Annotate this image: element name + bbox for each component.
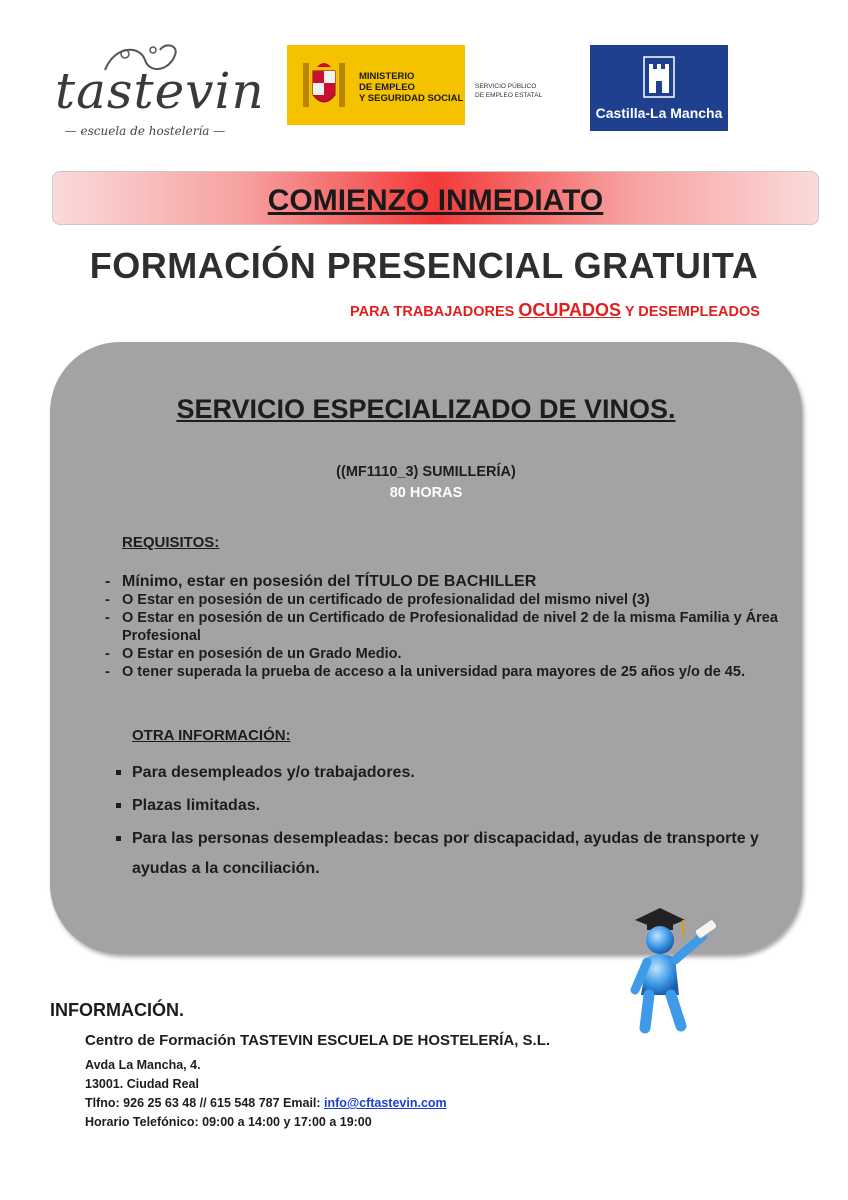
city: 13001. Ciudad Real	[85, 1077, 199, 1091]
address: Avda La Mancha, 4.	[85, 1058, 201, 1072]
list-item: - Mínimo, estar en posesión del TÍTULO DE BACHILLER	[100, 572, 780, 591]
banner-text: COMIENZO INMEDIATO	[267, 184, 604, 217]
list-item: - O Estar en posesión de un Certificado de Profesionalidad de nivel 2 de la misma Familia y Área Profesional	[100, 609, 780, 645]
list-item: - O Estar en posesión de un Grado Medio.	[100, 645, 780, 663]
page-title: FORMACIÓN PRESENCIAL GRATUITA	[89, 245, 759, 286]
start-banner	[52, 171, 819, 225]
sepe-name: SERVICIO PÚBLICO DE EMPLEO ESTATAL	[475, 83, 543, 99]
list-item: Para desempleados y/o trabajadores.	[112, 758, 762, 788]
castilla-la-mancha-name: Castilla-La Mancha	[595, 105, 723, 121]
coat-of-arms-icon	[299, 57, 349, 115]
course-code: ((MF1110_3) SUMILLERÍA)	[336, 464, 516, 480]
organization-name: Centro de Formación TASTEVIN ESCUELA DE HOSTELERÍA, S.L.	[85, 1032, 551, 1049]
tastevin-wordmark: tastevin	[55, 62, 265, 120]
ministerio-logo	[287, 45, 465, 125]
contact-block	[85, 1030, 550, 1132]
tastevin-tagline: — escuela de hostelería —	[64, 124, 226, 138]
requirements-list	[100, 572, 780, 681]
phone-hours: Horario Telefónico: 09:00 a 14:00 y 17:00 a 19:00	[85, 1115, 372, 1129]
list-item: Plazas limitadas.	[112, 791, 762, 821]
castle-icon	[642, 55, 676, 99]
tastevin-logo	[55, 40, 265, 140]
course-hours: 80 HORAS	[389, 485, 463, 501]
list-item: - O tener superada la prueba de acceso a la universidad para mayores de 25 años y/o de 45.	[100, 663, 780, 681]
castilla-la-mancha-logo	[590, 45, 728, 131]
phone-line: Tlfno: 926 25 63 48 // 615 548 787 Email: info@cftastevin.com	[85, 1096, 447, 1110]
ministerio-name: MINISTERIO DE EMPLEO Y SEGURIDAD SOCIAL	[359, 71, 464, 104]
course-title: SERVICIO ESPECIALIZADO DE VINOS.	[176, 394, 676, 424]
other-info-list	[112, 758, 762, 887]
contact-heading: INFORMACIÓN.	[50, 1000, 184, 1020]
graduate-figure-icon	[625, 900, 725, 1040]
requirements-heading: REQUISITOS:	[122, 534, 220, 551]
list-item: Para las personas desempleadas: becas por discapacidad, ayudas de transporte y ayudas a la conciliación.	[112, 824, 762, 884]
course-info-box	[50, 342, 802, 954]
audience-subtitle: PARA TRABAJADORES OCUPADOS Y DESEMPLEADOS	[350, 300, 760, 320]
list-item: - O Estar en posesión de un certificado de profesionalidad del mismo nivel (3)	[100, 591, 780, 609]
other-info-heading: OTRA INFORMACIÓN:	[132, 727, 291, 744]
email-link[interactable]: info@cftastevin.com	[324, 1096, 447, 1110]
subtitle-highlight: OCUPADOS	[518, 300, 622, 320]
